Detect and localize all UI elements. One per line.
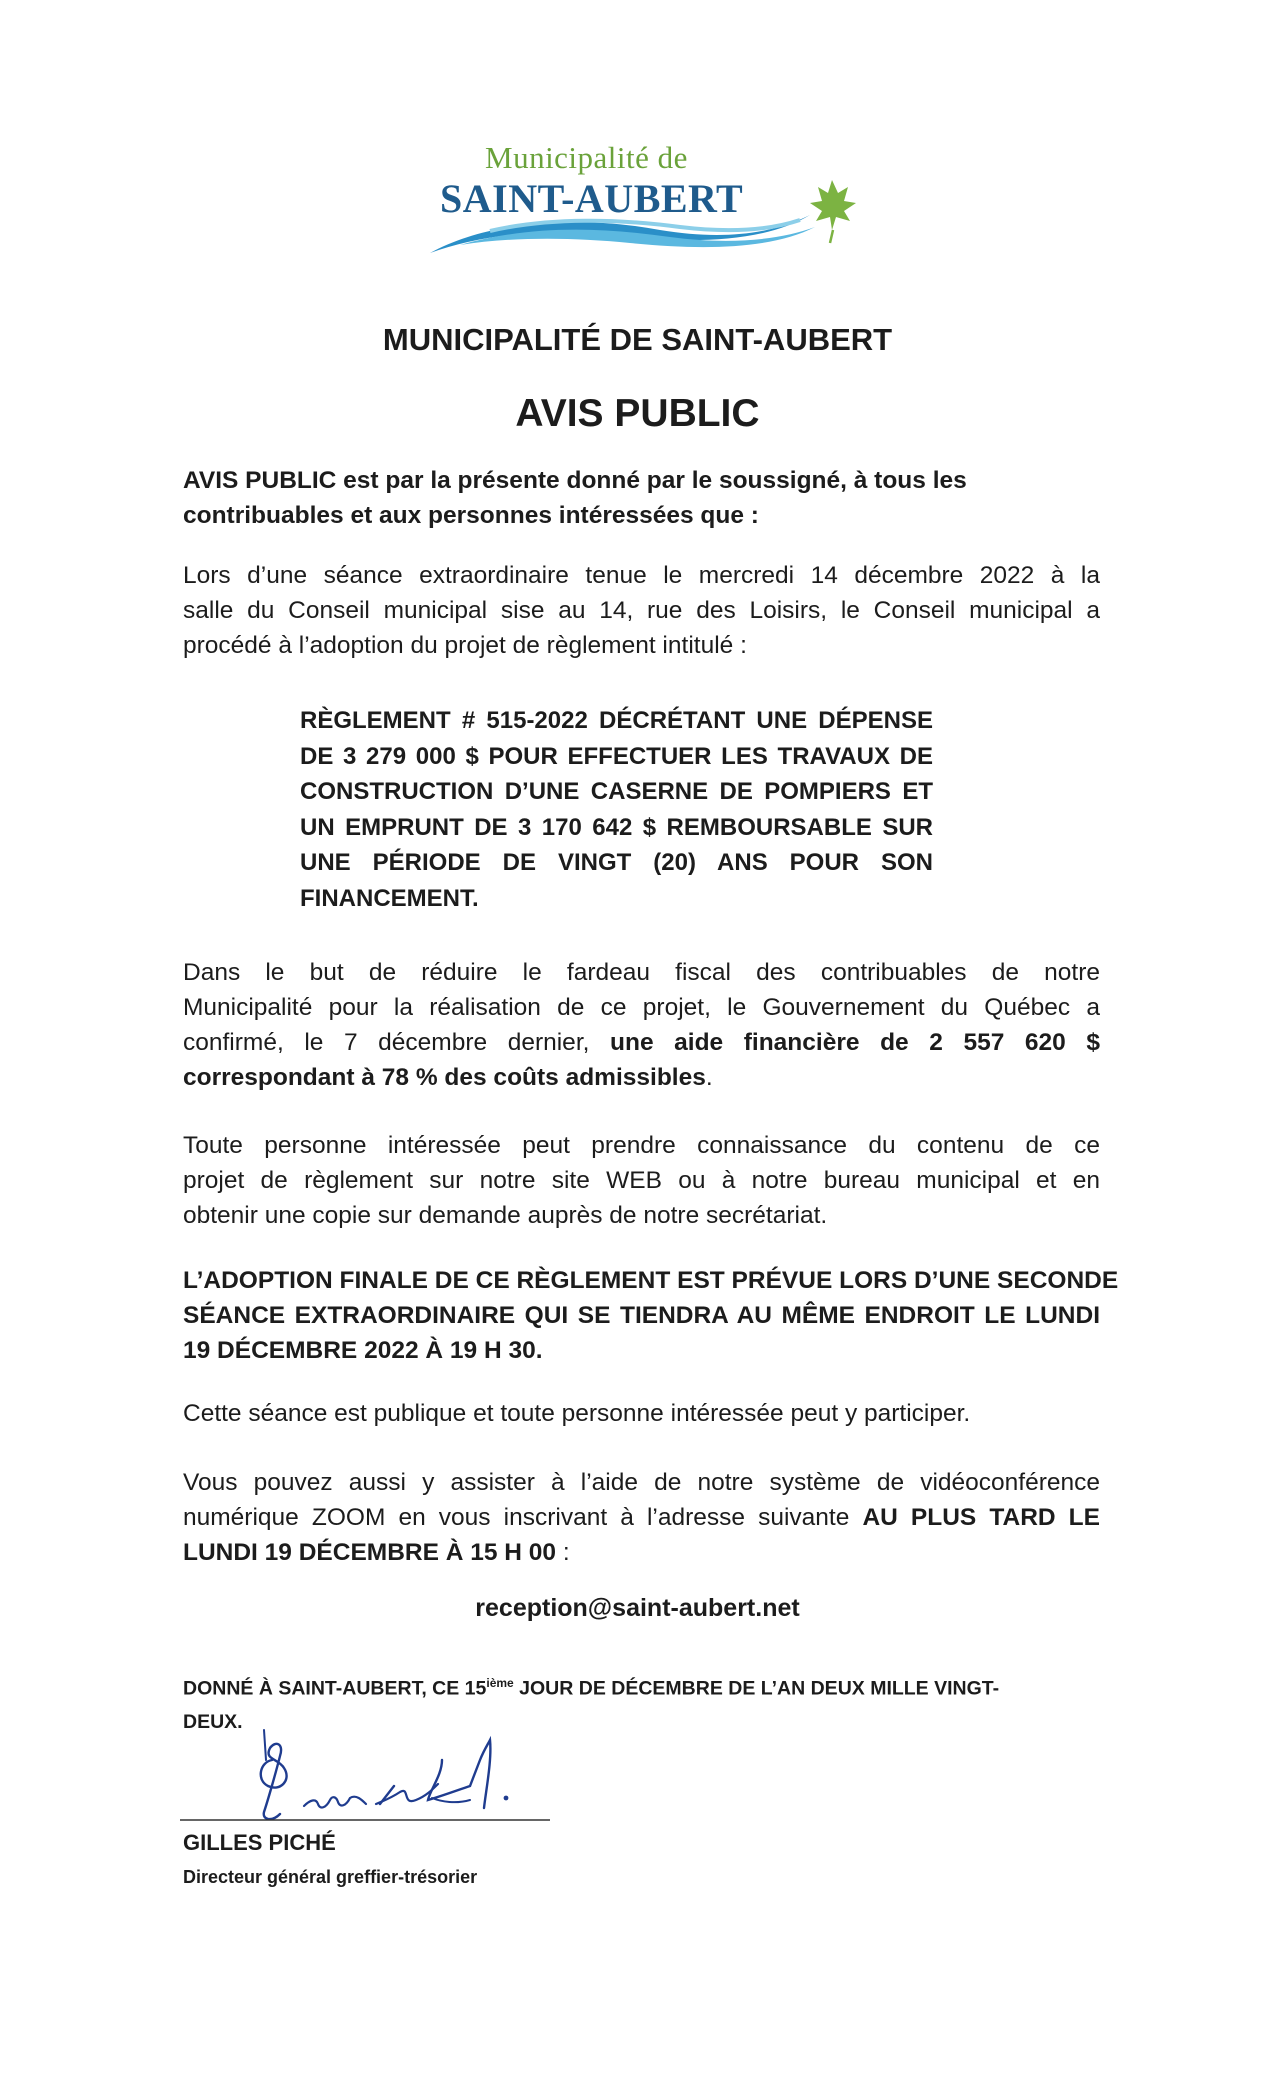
paragraph-text: . xyxy=(705,1064,713,1091)
paragraph-text: : xyxy=(556,1539,570,1566)
paragraph-text: numérique ZOOM en vous inscrivant à l’adresse suivante xyxy=(183,1504,863,1531)
paragraph-line: 19 DÉCEMBRE 2022 À 19 H 30. xyxy=(183,1337,543,1364)
regulation-line: FINANCEMENT. xyxy=(300,884,479,912)
regulation-line: RÈGLEMENT # 515-2022 DÉCRÉTANT UNE DÉPENSE xyxy=(300,707,933,734)
paragraph-line: L’ADOPTION FINALE DE CE RÈGLEMENT EST PRÉVUE LORS D’UNE SECONDE xyxy=(183,1267,1119,1294)
intro-line: AVIS PUBLIC est par la présente donné par le soussigné, à tous les xyxy=(183,467,967,494)
registration-email[interactable]: reception@saint-aubert.net xyxy=(475,1594,800,1622)
given-superscript: ième xyxy=(486,1676,514,1690)
deadline-text: LUNDI 19 DÉCEMBRE À 15 H 00 xyxy=(183,1539,557,1566)
financial-aid-paragraph xyxy=(183,955,1100,1095)
paragraph-line: Cette séance est publique et toute personne intéressée peut y participer. xyxy=(183,1400,971,1427)
municipality-logo xyxy=(430,135,870,265)
paragraph-line: projet de règlement sur notre site WEB ou à notre bureau municipal et en xyxy=(183,1167,1100,1194)
financial-aid-percentage: correspondant à 78 % des coûts admissibles xyxy=(183,1064,706,1091)
maple-leaf-icon xyxy=(810,180,856,230)
intro-paragraph xyxy=(183,463,1100,533)
signatory-name: GILLES PICHÉ xyxy=(183,1830,336,1855)
paragraph-line xyxy=(183,1535,1100,1570)
notice-title: AVIS PUBLIC xyxy=(515,392,760,435)
paragraph-line: procédé à l’adoption du projet de règlement intitulé : xyxy=(183,632,747,659)
logo-line-2: SAINT-AUBERT xyxy=(440,176,744,221)
financial-aid-amount: une aide financière de 2 557 620 $ xyxy=(610,1029,1100,1056)
paragraph-line xyxy=(183,1060,1100,1095)
regulation-line: CONSTRUCTION D’UNE CASERNE DE POMPIERS ET xyxy=(300,778,933,805)
handwritten-signature xyxy=(180,1700,560,1840)
public-session-paragraph xyxy=(183,1396,1100,1431)
logo-line-1: Municipalité de xyxy=(485,140,688,175)
regulation-line: DE 3 279 000 $ POUR EFFECTUER LES TRAVAUX DE xyxy=(300,742,933,770)
paragraph-line: obtenir une copie sur demande auprès de notre secrétariat. xyxy=(183,1202,828,1229)
regulation-line: UNE PÉRIODE DE VINGT (20) ANS POUR SON xyxy=(300,849,933,876)
paragraph-line: Dans le but de réduire le fardeau fiscal des contribuables de notre xyxy=(183,959,1100,986)
paragraph-line xyxy=(183,1025,1100,1060)
zoom-paragraph xyxy=(183,1465,1100,1570)
paragraph-text: confirmé, le 7 décembre dernier, xyxy=(183,1029,611,1056)
given-text: DONNÉ À SAINT-AUBERT, CE 15 xyxy=(183,1677,487,1700)
paragraph-line: salle du Conseil municipal sise au 14, rue des Loisirs, le Conseil municipal a xyxy=(183,597,1100,624)
final-adoption-paragraph xyxy=(183,1263,1119,1368)
consultation-paragraph xyxy=(183,1128,1100,1233)
paragraph-line: Toute personne intéressée peut prendre connaissance du contenu de ce xyxy=(183,1132,1100,1159)
given-text: JOUR DE DÉCEMBRE DE L’AN DEUX MILLE VINGT- xyxy=(513,1677,1000,1700)
paragraph-line xyxy=(183,1500,1100,1535)
paragraph-line: Municipalité pour la réalisation de ce projet, le Gouvernement du Québec a xyxy=(183,994,1100,1021)
given-line: DEUX. xyxy=(183,1710,243,1733)
organization-title: MUNICIPALITÉ DE SAINT-AUBERT xyxy=(382,322,893,357)
paragraph-line: Vous pouvez aussi y assister à l’aide de notre système de vidéoconférence xyxy=(183,1469,1100,1496)
paragraph-line: Lors d’une séance extraordinaire tenue le mercredi 14 décembre 2022 à la xyxy=(183,562,1100,589)
regulation-title xyxy=(300,703,933,916)
regulation-line: UN EMPRUNT DE 3 170 642 $ REMBOURSABLE SUR xyxy=(300,813,933,841)
intro-line: contribuables et aux personnes intéressées que : xyxy=(183,502,759,529)
deadline-text: AU PLUS TARD LE xyxy=(862,1504,1100,1531)
signatory-title: Directeur général greffier-trésorier xyxy=(183,1867,478,1887)
paragraph-line: SÉANCE EXTRAORDINAIRE QUI SE TIENDRA AU MÊME ENDROIT LE LUNDI xyxy=(183,1302,1100,1329)
session-paragraph xyxy=(183,558,1100,663)
